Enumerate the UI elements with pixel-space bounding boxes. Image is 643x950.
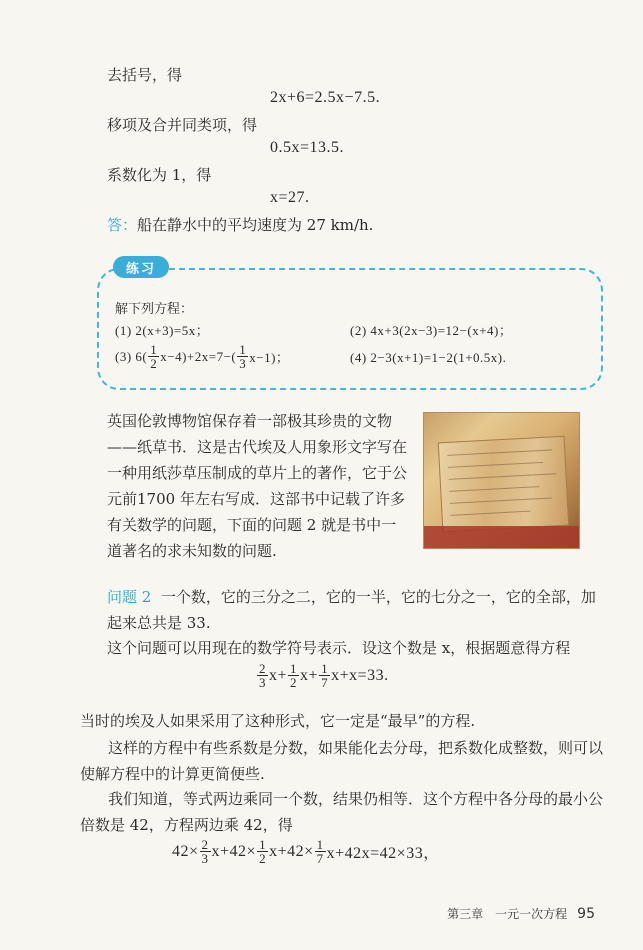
problem-2-text: 一个数，它的三分之二，它的一半，它的七分之一，它的全部，加起来总共是 33. <box>107 588 596 632</box>
eq1-fraction-2: $\frac{1}{2}$ <box>290 661 298 690</box>
answer-line <box>107 214 373 235</box>
exercise-intro: 解下列方程： <box>115 302 194 317</box>
answer-text: 船在静水中的平均速度为 27 km/h. <box>137 216 374 234</box>
body-paragraph-1: 这个问题可以用现在的数学符号表示．设这个数是 x，根据题意得方程 <box>107 639 571 657</box>
exercise-item-2: (2) 4x+3(2x−3)=12−(x+4)； <box>350 323 513 338</box>
eq2-part-b: x+42× <box>211 842 257 860</box>
step2-label: 移项及合并同类项，得 <box>107 116 258 134</box>
eq2-part-d: x+42x=42×33， <box>326 845 440 862</box>
eq2-fraction-3: $\frac{1}{7}$ <box>316 837 324 866</box>
problem-2 <box>107 584 602 636</box>
eq2-fraction-2: $\frac{1}{2}$ <box>259 837 267 866</box>
step3-equation: x=27. <box>270 189 310 206</box>
eq2-part-c: x+42× <box>269 842 314 860</box>
eq1-term-1: x+ <box>269 666 288 684</box>
step1-equation: 2x+6=2.5x−7.5. <box>270 89 381 106</box>
eq1-fraction-3: $\frac{1}{7}$ <box>321 661 329 690</box>
item3-fraction-2: $\frac{1}{3}$ <box>239 342 247 371</box>
page-footer <box>447 905 595 922</box>
eq1-term-2: x+ <box>300 666 319 684</box>
eq2-part-a: 42× <box>172 842 199 860</box>
eq1-fraction-1: $\frac{2}{3}$ <box>259 661 266 690</box>
equation-1 <box>256 662 389 689</box>
exercise-item-4: (4) 2−3(x+1)=1−2(1+0.5x). <box>350 350 507 365</box>
exercise-item-1: (1) 2(x+3)=5x； <box>115 323 210 338</box>
problem-2-label: 问题 2 <box>107 588 152 606</box>
step2-equation: 0.5x=13.5. <box>270 139 345 156</box>
eq2-fraction-1: $\frac{2}{3}$ <box>201 837 209 866</box>
exercise-item-3 <box>115 343 289 370</box>
chapter-title: 第三章 一元一次方程 <box>447 907 568 921</box>
body-paragraph-3: 这样的方程中有些系数是分数，如果能化去分母，把系数化成整数，则可以使解方程中的计算更简便些. <box>80 739 604 783</box>
body-paragraph-2: 当时的埃及人如果采用了这种形式，它一定是“最早”的方程. <box>80 712 476 730</box>
item3-prefix: (3) 6( <box>115 348 148 364</box>
page-number: 95 <box>577 906 595 922</box>
step3-label: 系数化为 1，得 <box>107 166 212 184</box>
item3-fraction-1: $\frac{1}{2}$ <box>150 342 158 371</box>
item3-mid: x−4)+2x=7−( <box>160 348 237 364</box>
papyrus-sheet <box>438 436 570 533</box>
exercise-tag: 练习 <box>113 256 169 278</box>
answer-label: 答： <box>107 216 138 234</box>
photo-red-base <box>424 526 579 548</box>
body-paragraph-4: 我们知道，等式两边乘同一个数，结果仍相等．这个方程中各分母的最小公倍数是 42，方程两边乘 42，得 <box>80 790 604 834</box>
eq1-term-3: x+x=33. <box>331 666 389 684</box>
papyrus-paragraph: 英国伦敦博物馆保存着一部极其珍贵的文物——纸草书．这是古代埃及人用象形文字写在一种用纸莎草压制成的草片上的著作，它于公元前1700 年左右写成．这部书中记载了许多有关数学的问题，下面的问题 2 就是书中一道著名的求未知数的问题. <box>107 412 408 560</box>
equation-2 <box>172 838 440 865</box>
papyrus-photo <box>423 412 580 549</box>
item3-suffix: x−1)； <box>249 350 290 365</box>
step1-label: 去括号，得 <box>107 66 183 84</box>
